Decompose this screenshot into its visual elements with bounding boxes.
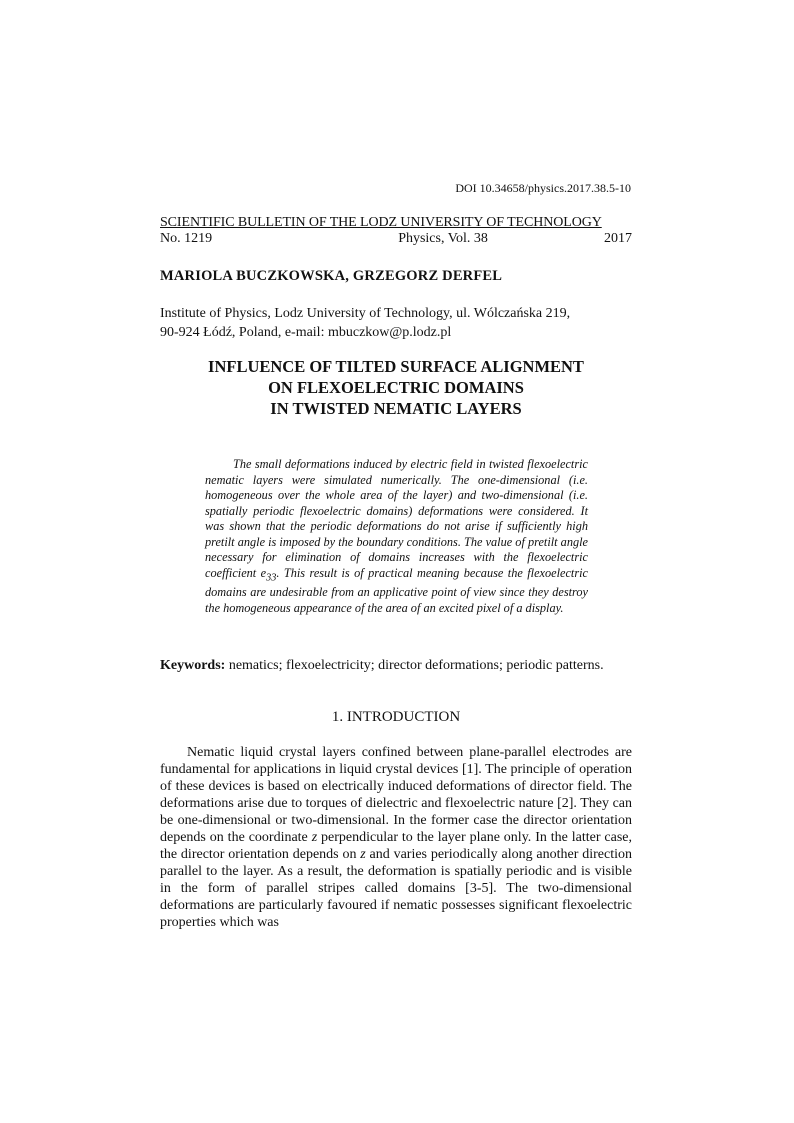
intro-text-3: and varies periodically along another direction parallel to the layer. As a result, the deformation is spatially periodic and is visible in the form of parallel stripes called domains [3-5]. The two-dimensional deformations are particularly favoured if nematic possesses significant flexoelectric properties which was xyxy=(160,847,632,930)
authors: MARIOLA BUCZKOWSKA, GRZEGORZ DERFEL xyxy=(160,268,503,284)
intro-text-2: perpendicular to the layer plane only. In the latter case, the director orientation depends on xyxy=(160,830,633,862)
affiliation-line-1: Institute of Physics, Lodz University of Technology, ul. Wólczańska 219, xyxy=(160,306,571,321)
abstract-text-1: The small deformations induced by electric field in twisted flexoelectric nematic layers were simulated numerically. The one-dimensional (i.e. homogeneous over the whole area of the layer) and two-dimensional (i.e. spatially periodic flexoelectric domains) deformations were considered. It was shown that the periodic deformations do not arise if sufficiently high pretilt angle is imposed by the boundary conditions. The value of pretilt angle necessary for elimination of domains increases with the flexoelectric coefficient e xyxy=(205,457,588,580)
title-line-3: IN TWISTED NEMATIC LAYERS xyxy=(270,399,522,418)
journal-year: 2017 xyxy=(603,231,632,246)
affiliation-line-2: 90-924 Łódź, Poland, e-mail: mbuczkow@p.lodz.pl xyxy=(160,325,452,340)
keywords xyxy=(160,658,604,674)
abstract xyxy=(205,457,588,616)
paper-title xyxy=(160,356,632,419)
title-line-1: INFLUENCE OF TILTED SURFACE ALIGNMENT xyxy=(208,357,584,376)
intro-paragraph xyxy=(160,744,632,931)
intro-var-z-2: z xyxy=(360,847,366,862)
journal-number: No. 1219 xyxy=(160,231,213,246)
keywords-text: nematics; flexoelectricity; director deformations; periodic patterns. xyxy=(225,658,604,673)
title-line-2: ON FLEXOELECTRIC DOMAINS xyxy=(268,378,524,397)
section-heading: 1. INTRODUCTION xyxy=(331,709,461,725)
journal-series: Physics, Vol. 38 xyxy=(398,231,488,246)
keywords-label: Keywords: xyxy=(160,658,226,673)
journal-header xyxy=(160,215,632,247)
doi-label: DOI 10.34658/physics.2017.38.5-10 xyxy=(455,181,631,195)
intro-text-1: Nematic liquid crystal layers confined between plane-parallel electrodes are fundamental for applications in liquid crystal devices [1]. The principle of operation of these devices is based on electrically induced deformations of director field. The deformations arise due to torques of dielectric and flexoelectric nature [2]. They can be one-dimensional or two-dimensional. In the former case the director orientation depends on the coordinate xyxy=(160,745,632,845)
journal-title: SCIENTIFIC BULLETIN OF THE LODZ UNIVERSITY OF TECHNOLOGY xyxy=(160,215,602,230)
journal-info-row xyxy=(160,231,632,247)
abstract-subscript: 33 xyxy=(266,571,277,583)
abstract-text-2: . This result is of practical meaning because the flexoelectric domains are undesirable from an applicative point of view since they destroy the homogeneous appearance of the area of an excited pixel of a display. xyxy=(205,565,588,615)
intro-var-z-1: z xyxy=(311,830,318,845)
affiliation xyxy=(160,304,632,342)
